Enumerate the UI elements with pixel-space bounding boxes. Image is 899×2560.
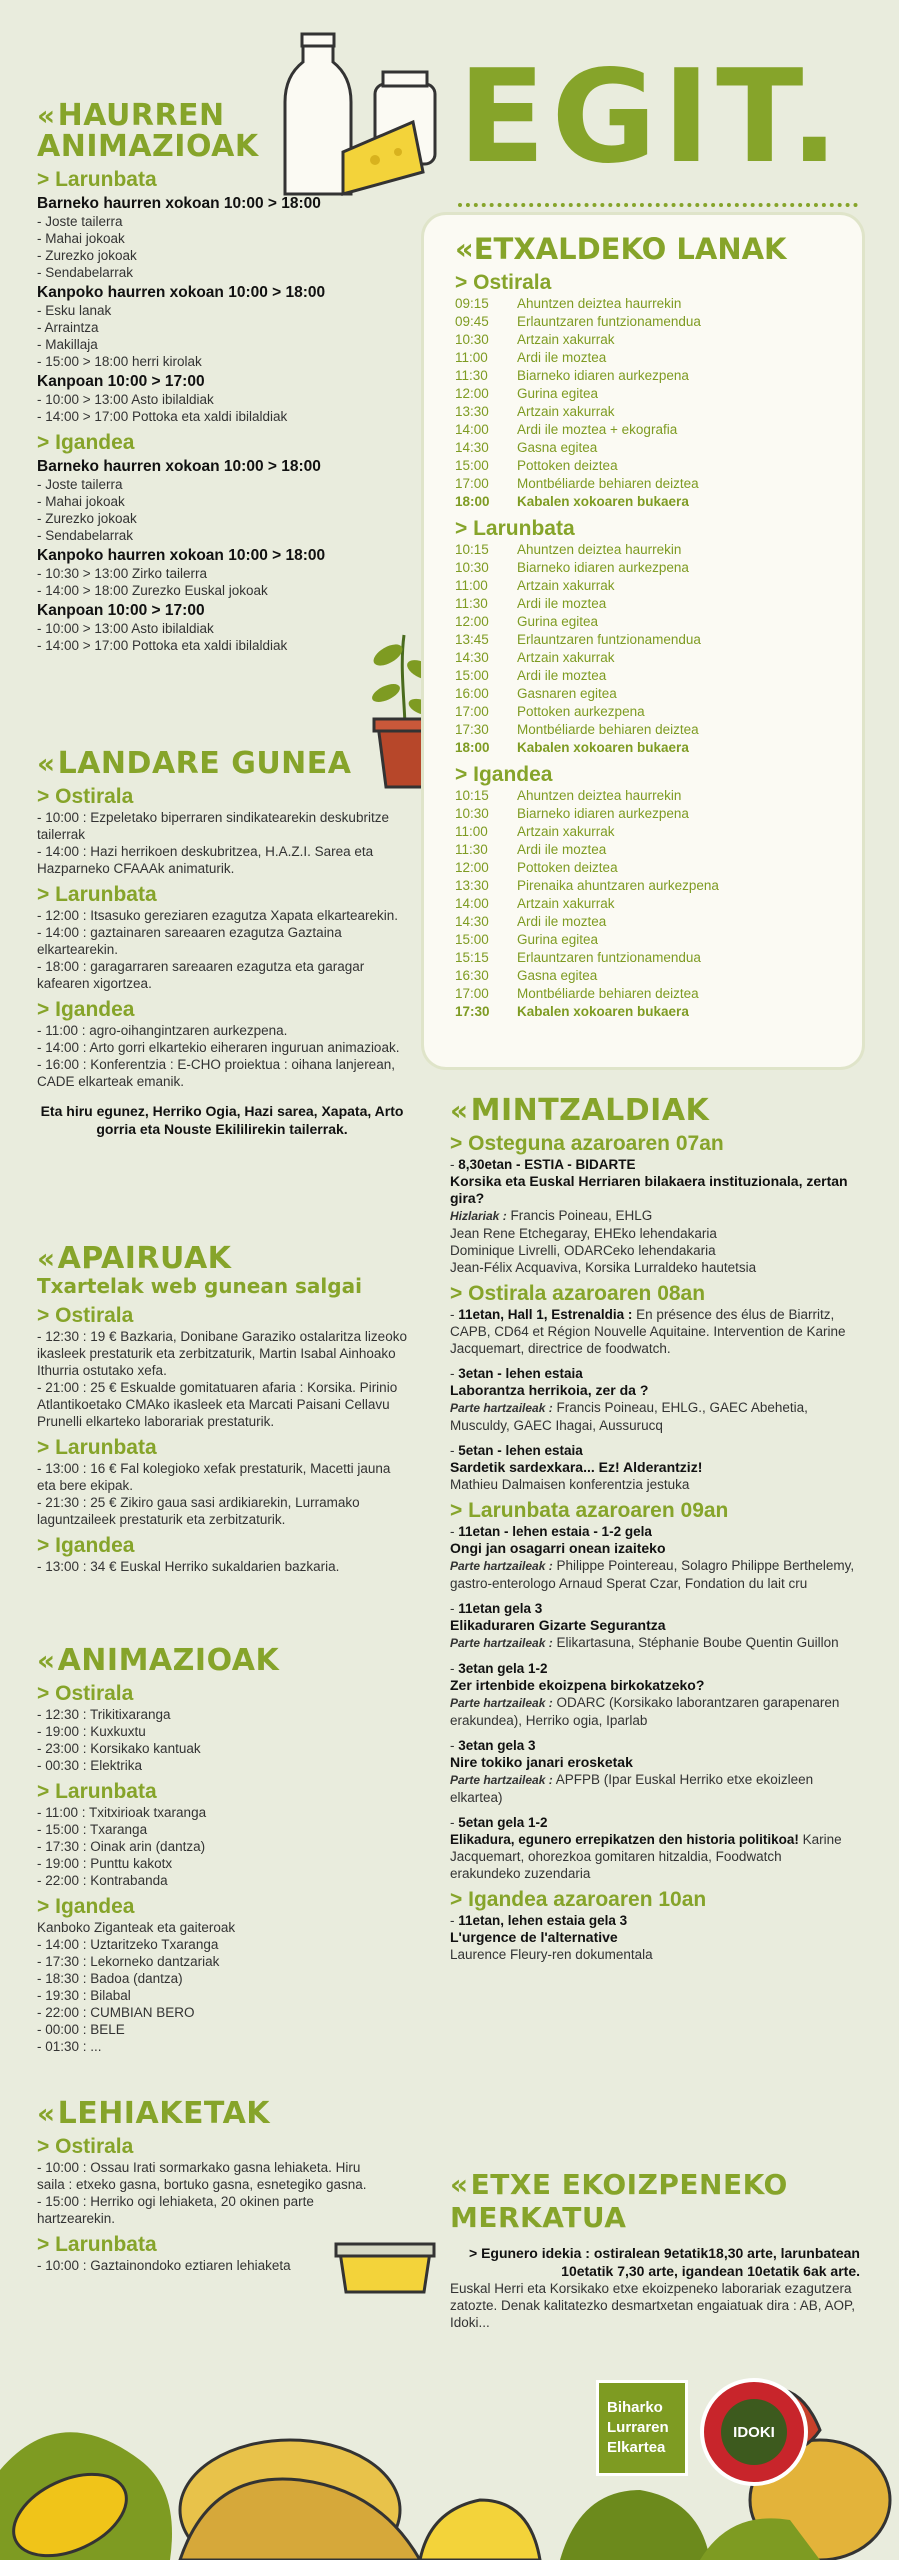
schedule-activity: Artzain xakurrak bbox=[517, 404, 615, 419]
schedule-activity: Ahuntzen deiztea haurrekin bbox=[517, 788, 682, 803]
schedule-time: 14:00 bbox=[455, 422, 489, 437]
list-item: - 10:00 : Gaztainondoko eztiaren lehiaketa bbox=[37, 2257, 377, 2274]
list-item: - 11:00 : Txitxirioak txaranga bbox=[37, 1804, 407, 1821]
schedule-time: 13:45 bbox=[455, 632, 489, 647]
schedule-activity: Gurina egitea bbox=[517, 386, 599, 401]
list-item: - 14:00 : Uztaritzeko Txaranga bbox=[37, 1936, 407, 1953]
etxaldeko-ostirala-schedule bbox=[455, 295, 844, 511]
schedule-activity: Gurina egitea bbox=[517, 932, 599, 947]
list-item: - 14:00 : Arto gorri elkartekio eiheraren inguruan animazioak. bbox=[37, 1039, 407, 1056]
schedule-time: 11:30 bbox=[455, 368, 488, 383]
talk-item: - 11etan gela 3 Elikaduraren Gizarte Segurantza Parte hartzaileak : Elikartasuna, Stéphanie Boube Quentin Guillon bbox=[450, 1601, 839, 1650]
schedule-time: 10:30 bbox=[455, 560, 489, 575]
list-item: - Mahai jokoak bbox=[37, 493, 417, 510]
schedule-activity: Montbéliarde behiaren deiztea bbox=[517, 986, 699, 1001]
animazioak-intro: Kanboko Ziganteak eta gaiteroak bbox=[37, 1920, 236, 1935]
schedule-time: 10:30 bbox=[455, 806, 489, 821]
apairuak-larunbata: > Larunbata bbox=[37, 1436, 407, 1460]
list-item: - 14:00 > 17:00 Pottoka eta xaldi ibilaldiak bbox=[37, 637, 417, 654]
merkatua-title: «ETXE EKOIZPENEKO MERKATUA bbox=[450, 2168, 788, 2234]
schedule-activity: Ahuntzen deiztea haurrekin bbox=[517, 296, 682, 311]
schedule-activity: Erlauntzaren funtzionamendua bbox=[517, 950, 701, 965]
list-item: - 22:00 : Kontrabanda bbox=[37, 1872, 407, 1889]
schedule-time: 13:30 bbox=[455, 404, 489, 419]
list-item: - 15:00 > 18:00 herri kirolak bbox=[37, 353, 417, 370]
schedule-activity: Gasna egitea bbox=[517, 968, 598, 983]
schedule-time: 14:30 bbox=[455, 650, 489, 665]
list-item: - 14:00 > 18:00 Zurezko Euskal jokoak bbox=[37, 582, 417, 599]
list-item: - 21:30 : 25 € Zikiro gaua sasi ardikiarekin, Lurramako laguntzaileek prestaturik eta zerbitzaturik. bbox=[37, 1494, 407, 1528]
schedule-activity: Kabalen xokoaren bukaera bbox=[517, 494, 689, 509]
apairuak-subtitle: Txartelak web gunean salgai bbox=[37, 1274, 362, 1298]
etxaldeko-box bbox=[424, 215, 862, 1067]
list-item: - 10:30 > 13:00 Zirko tailerra bbox=[37, 565, 417, 582]
schedule-time: 12:00 bbox=[455, 860, 489, 875]
schedule-activity: Kabalen xokoaren bukaera bbox=[517, 740, 689, 755]
schedule-time: 15:00 bbox=[455, 458, 489, 473]
activity-list bbox=[37, 2257, 377, 2274]
activity-list bbox=[37, 907, 407, 992]
schedule-time: 12:00 bbox=[455, 386, 489, 401]
list-item: - 19:00 : Kuxkuxtu bbox=[37, 1723, 407, 1740]
schedule-heading: Barneko haurren xokoan 10:00 > 18:00 bbox=[37, 195, 321, 212]
activity-list bbox=[37, 1706, 407, 1774]
list-item: - 17:30 : Oinak arin (dantza) bbox=[37, 1838, 407, 1855]
schedule-heading: Kanpoan 10:00 > 17:00 bbox=[37, 602, 205, 619]
list-item: - 18:00 : garagarraren sareaaren ezagutza eta garagar kafearen xigortzea. bbox=[37, 958, 407, 992]
list-item: - 00:00 : BELE bbox=[37, 2021, 407, 2038]
schedule-activity: Pirenaika ahuntzaren aurkezpena bbox=[517, 878, 719, 893]
list-item: - 13:00 : 16 € Fal kolegioko xefak prestaturik, Macetti jauna eta bere ekipak. bbox=[37, 1460, 407, 1494]
list-item: - 10:00 : Ezpeletako biperraren sindikatearekin deskubritze tailerrak bbox=[37, 809, 407, 843]
list-item: - 12:00 : Itsasuko gereziaren ezagutza Xapata elkartearekin. bbox=[37, 907, 407, 924]
merkatua-hours: > Egunero idekia : ostiralean 9etatik18,30 arte, larunbatean 10etatik 7,30 arte, igandean 10etatik 6ak arte. bbox=[468, 2245, 860, 2279]
animazioak-section bbox=[37, 1645, 407, 2055]
schedule-time: 11:00 bbox=[455, 578, 488, 593]
talk-item: - 5etan gela 1-2 Elikadura, egunero errepikatzen den historia politikoa! Karine Jacquemart, ohorezkoa gomitaren hitzaldia, Foodwatch erakundeko zuzendaria bbox=[450, 1815, 842, 1881]
list-item: - 18:30 : Badoa (dantza) bbox=[37, 1970, 407, 1987]
landare-larunbata: > Larunbata bbox=[37, 883, 407, 907]
mintzaldiak-day-4: > Igandea azaroaren 10an bbox=[450, 1888, 855, 1912]
apairuak-ostirala: > Ostirala bbox=[37, 1304, 407, 1328]
list-item: - Joste tailerra bbox=[37, 476, 417, 493]
schedule-activity: Biarneko idiaren aurkezpena bbox=[517, 560, 689, 575]
list-item: - Sendabelarrak bbox=[37, 264, 417, 281]
schedule-activity: Montbéliarde behiaren deiztea bbox=[517, 722, 699, 737]
schedule-heading: Kanpoko haurren xokoan 10:00 > 18:00 bbox=[37, 547, 326, 564]
activity-list bbox=[37, 1022, 407, 1090]
schedule-time: 09:45 bbox=[455, 314, 489, 329]
talk-item: - 3etan - lehen estaia Laborantza herrikoia, zer da ? Parte hartzaileak : Francis Poineau, EHLG., GAEC Abehetia, Musculdy, GAEC Ihagai, Aussurucq bbox=[450, 1366, 808, 1433]
etxaldeko-content bbox=[455, 233, 844, 1021]
activity-list bbox=[37, 565, 417, 599]
list-item: - 15:00 : Txaranga bbox=[37, 1821, 407, 1838]
list-item: - Mahai jokoak bbox=[37, 230, 417, 247]
schedule-activity: Montbéliarde behiaren deiztea bbox=[517, 476, 699, 491]
schedule-activity: Gasna egitea bbox=[517, 440, 598, 455]
activity-list bbox=[37, 391, 417, 425]
talk-item: - 8,30etan - ESTIA - BIDARTE Korsika eta Euskal Herriaren bilakaera instituzionala, zertan gira? Hizlariak : Francis Poineau, EHLG Jean Rene Etchegaray, EHEko lehendakaria Dominique Livrelli, ODARCeko lehendakaria Jean-Félix Acquaviva, Korsika Lurraldeko hautetsia bbox=[450, 1157, 848, 1275]
activity-list bbox=[37, 476, 417, 544]
talk-item: - 3etan gela 1-2 Zer irtenbide ekoizpena birkokatzeko? Parte hartzaileak : ODARC (Korsikako laborantzaren garapenaren erakundea), Herriko ogia, Iparlab bbox=[450, 1661, 840, 1728]
schedule-activity: Artzain xakurrak bbox=[517, 650, 615, 665]
schedule-activity: Erlauntzaren funtzionamendua bbox=[517, 314, 701, 329]
mintzaldiak-title: «MINTZALDIAK bbox=[450, 1093, 710, 1128]
schedule-time: 14:30 bbox=[455, 440, 489, 455]
activity-list bbox=[37, 1460, 407, 1528]
schedule-time: 18:00 bbox=[455, 740, 490, 755]
lehiaketak-section bbox=[37, 2098, 377, 2274]
schedule-activity: Ardi ile moztea bbox=[517, 668, 607, 683]
activity-list bbox=[37, 1936, 407, 2055]
lehiaketak-larunbata: > Larunbata bbox=[37, 2233, 377, 2257]
etxaldeko-title: «ETXALDEKO LANAK bbox=[455, 232, 787, 266]
animazioak-igandea: > Igandea bbox=[37, 1895, 407, 1919]
schedule-time: 15:15 bbox=[455, 950, 489, 965]
list-item: - Zurezko jokoak bbox=[37, 247, 417, 264]
lehiaketak-title: «LEHIAKETAK bbox=[37, 2096, 271, 2131]
dotted-divider bbox=[458, 203, 858, 207]
apairuak-section bbox=[37, 1243, 407, 1575]
schedule-time: 16:30 bbox=[455, 968, 489, 983]
etxaldeko-ostirala: > Ostirala bbox=[455, 271, 844, 295]
schedule-time: 10:15 bbox=[455, 788, 489, 803]
haurren-title: «HAURREN ANIMAZIOAK bbox=[37, 98, 259, 164]
schedule-time: 17:00 bbox=[455, 986, 489, 1001]
landare-title: «LANDARE GUNEA bbox=[37, 746, 352, 781]
schedule-heading: Kanpoan 10:00 > 17:00 bbox=[37, 373, 205, 390]
list-item: - Arraintza bbox=[37, 319, 417, 336]
biharko-lurraren-logo: Biharko Lurraren Elkartea bbox=[596, 2380, 688, 2476]
apairuak-title: «APAIRUAK bbox=[37, 1241, 232, 1276]
list-item: - 00:30 : Elektrika bbox=[37, 1757, 407, 1774]
schedule-activity: Artzain xakurrak bbox=[517, 896, 615, 911]
lehiaketak-ostirala: > Ostirala bbox=[37, 2135, 377, 2159]
schedule-time: 12:00 bbox=[455, 614, 489, 629]
schedule-heading: Barneko haurren xokoan 10:00 > 18:00 bbox=[37, 458, 321, 475]
schedule-time: 14:30 bbox=[455, 914, 489, 929]
schedule-activity: Biarneko idiaren aurkezpena bbox=[517, 806, 689, 821]
talk-item: - 11etan - lehen estaia - 1-2 gela Ongi jan osagarri onean izaiteko Parte hartzaileak : Philippe Pointereau, Solagro Philippe Berthelemy, gastro-enterologo Arnaud Sperat Czar, Fondation du lait cru bbox=[450, 1524, 855, 1591]
etxaldeko-igandea-schedule bbox=[455, 787, 844, 1021]
schedule-activity: Ardi ile moztea bbox=[517, 914, 607, 929]
list-item: - 23:00 : Korsikako kantuak bbox=[37, 1740, 407, 1757]
schedule-time: 09:15 bbox=[455, 296, 489, 311]
activity-list bbox=[37, 1804, 407, 1889]
schedule-time: 14:00 bbox=[455, 896, 489, 911]
schedule-activity: Artzain xakurrak bbox=[517, 332, 615, 347]
list-item: - 19:30 : Bilabal bbox=[37, 1987, 407, 2004]
etxaldeko-larunbata-schedule bbox=[455, 541, 844, 757]
schedule-time: 17:30 bbox=[455, 1004, 490, 1019]
schedule-activity: Pottoken deiztea bbox=[517, 458, 618, 473]
list-item: - 11:00 : agro-oihangintzaren aurkezpena. bbox=[37, 1022, 407, 1039]
landare-igandea: > Igandea bbox=[37, 998, 407, 1022]
schedule-activity: Pottoken deiztea bbox=[517, 860, 618, 875]
list-item: - 10:00 > 13:00 Asto ibilaldiak bbox=[37, 391, 417, 408]
talk-item: - 5etan - lehen estaia Sardetik sardexkara... Ez! Alderantziz! Mathieu Dalmaisen konferentzia jestuka bbox=[450, 1443, 703, 1492]
activity-list bbox=[37, 302, 417, 370]
talk-item: - 11etan, Hall 1, Estrenaldia : En présence des élus de Biarritz, CAPB, CD64 et Région Nouvelle Aquitaine. Intervention de Karine Jacquemart, directrice de foodwatch. bbox=[450, 1307, 846, 1356]
schedule-time: 17:00 bbox=[455, 476, 489, 491]
schedule-time: 11:00 bbox=[455, 350, 488, 365]
schedule-activity: Gasnaren egitea bbox=[517, 686, 617, 701]
mintzaldiak-day-3: > Larunbata azaroaren 09an bbox=[450, 1499, 855, 1523]
list-item: - 13:00 : 34 € Euskal Herriko sukaldarien bazkaria. bbox=[37, 1558, 407, 1575]
talk-item: - 3etan gela 3 Nire tokiko janari erosketak Parte hartzaileak : APFPB (Ipar Euskal Herriko etxe ekoizleen elkartea) bbox=[450, 1738, 814, 1805]
merkatua-text: Euskal Herri eta Korsikako etxe ekoizpeneko laborariak ezagutzera zatozte. Denak kalitatezko desmartxetan engaiatuak dira : AB, AOP, Idoki... bbox=[450, 2281, 855, 2330]
haurren-section bbox=[37, 100, 417, 654]
talk-item: - 11etan, lehen estaia gela 3 L'urgence de l'alternative Laurence Fleury-ren dokumentala bbox=[450, 1913, 653, 1962]
list-item: - 12:30 : Trikitixaranga bbox=[37, 1706, 407, 1723]
apairuak-igandea: > Igandea bbox=[37, 1534, 407, 1558]
schedule-heading: Kanpoko haurren xokoan 10:00 > 18:00 bbox=[37, 284, 326, 301]
schedule-activity: Ardi ile moztea bbox=[517, 350, 607, 365]
idoki-logo: IDOKI bbox=[700, 2378, 808, 2486]
landare-note: Eta hiru egunez, Herriko Ogia, Hazi sarea, Xapata, Arto gorria eta Nouste Ekililirekin tailerrak. bbox=[40, 1103, 404, 1137]
schedule-time: 17:00 bbox=[455, 704, 489, 719]
animazioak-ostirala: > Ostirala bbox=[37, 1682, 407, 1706]
list-item: - Sendabelarrak bbox=[37, 527, 417, 544]
activity-list bbox=[37, 1558, 407, 1575]
schedule-activity: Artzain xakurrak bbox=[517, 578, 615, 593]
schedule-activity: Kabalen xokoaren bukaera bbox=[517, 1004, 689, 1019]
schedule-activity: Artzain xakurrak bbox=[517, 824, 615, 839]
schedule-activity: Ardi ile moztea bbox=[517, 596, 607, 611]
animazioak-larunbata: > Larunbata bbox=[37, 1780, 407, 1804]
schedule-activity: Biarneko idiaren aurkezpena bbox=[517, 368, 689, 383]
list-item: - Zurezko jokoak bbox=[37, 510, 417, 527]
schedule-activity: Ardi ile moztea + ekografia bbox=[517, 422, 678, 437]
list-item: - 10:00 > 13:00 Asto ibilaldiak bbox=[37, 620, 417, 637]
mintzaldiak-day-2: > Ostirala azaroaren 08an bbox=[450, 1282, 855, 1306]
cheese-box-illustration bbox=[330, 2232, 440, 2302]
list-item: - Joste tailerra bbox=[37, 213, 417, 230]
haurren-larunbata: > Larunbata bbox=[37, 168, 417, 192]
list-item: - 14:00 > 17:00 Pottoka eta xaldi ibilaldiak bbox=[37, 408, 417, 425]
schedule-time: 10:15 bbox=[455, 542, 489, 557]
schedule-time: 16:00 bbox=[455, 686, 489, 701]
list-item: - 22:00 : CUMBIAN BERO bbox=[37, 2004, 407, 2021]
activity-list bbox=[37, 809, 407, 877]
schedule-time: 11:30 bbox=[455, 842, 488, 857]
list-item: - 12:30 : 19 € Bazkaria, Donibane Garaziko ostalaritza lizeoko ikasleek prestaturik eta zerbitzaturik, Martin Isabal Ainhoako Ithurria ostutako xefa. bbox=[37, 1328, 407, 1379]
schedule-activity: Gurina egitea bbox=[517, 614, 599, 629]
schedule-time: 13:30 bbox=[455, 878, 489, 893]
schedule-time: 10:30 bbox=[455, 332, 489, 347]
mintzaldiak-section bbox=[450, 1095, 855, 1963]
schedule-activity: Ardi ile moztea bbox=[517, 842, 607, 857]
list-item: - 01:30 : ... bbox=[37, 2038, 407, 2055]
list-item: - 21:00 : 25 € Eskualde gomitatuaren afaria : Korsika. Pirinio Atlantikoetako CMAko ikasleek eta Marcati Paisani Cellavu Prunelli elkarteko laborariak prestaturik. bbox=[37, 1379, 407, 1430]
schedule-activity: Erlauntzaren funtzionamendua bbox=[517, 632, 701, 647]
list-item: - 17:30 : Lekorneko dantzariak bbox=[37, 1953, 407, 1970]
activity-list bbox=[37, 2159, 377, 2227]
schedule-time: 11:30 bbox=[455, 596, 488, 611]
schedule-time: 17:30 bbox=[455, 722, 489, 737]
landare-ostirala: > Ostirala bbox=[37, 785, 407, 809]
schedule-time: 15:00 bbox=[455, 932, 489, 947]
schedule-activity: Ahuntzen deiztea haurrekin bbox=[517, 542, 682, 557]
list-item: - 19:00 : Punttu kakotx bbox=[37, 1855, 407, 1872]
list-item: - 10:00 : Ossau Irati sormarkako gasna lehiaketa. Hiru saila : etxeko gasna, bortuko gasna, esnetegiko gasna. bbox=[37, 2159, 377, 2193]
schedule-time: 15:00 bbox=[455, 668, 489, 683]
landare-section bbox=[37, 748, 407, 1138]
list-item: - 16:00 : Konferentzia : E-CHO proiektua : oihana lanjerean, CADE elkarteak emanik. bbox=[37, 1056, 407, 1090]
etxaldeko-igandea: > Igandea bbox=[455, 763, 844, 787]
activity-list bbox=[37, 213, 417, 281]
list-item: - 14:00 : Hazi herrikoen deskubritzea, H.A.Z.I. Sarea eta Hazparneko CFAAAk animaturik. bbox=[37, 843, 407, 877]
haurren-igandea: > Igandea bbox=[37, 431, 417, 455]
activity-list bbox=[37, 1328, 407, 1430]
mintzaldiak-day-1: > Osteguna azaroaren 07an bbox=[450, 1132, 855, 1156]
egit-title: EGIT. bbox=[458, 43, 845, 192]
etxaldeko-larunbata: > Larunbata bbox=[455, 517, 844, 541]
schedule-time: 18:00 bbox=[455, 494, 490, 509]
animazioak-title: «ANIMAZIOAK bbox=[37, 1643, 280, 1678]
merkatua-section bbox=[450, 2168, 860, 2331]
list-item: - 15:00 : Herriko ogi lehiaketa, 20 okinen parte hartzearekin. bbox=[37, 2193, 377, 2227]
list-item: - 14:00 : gaztainaren sareaaren ezagutza Gaztaina elkartearekin. bbox=[37, 924, 407, 958]
list-item: - Makillaja bbox=[37, 336, 417, 353]
schedule-time: 11:00 bbox=[455, 824, 488, 839]
list-item: - Esku lanak bbox=[37, 302, 417, 319]
schedule-activity: Pottoken aurkezpena bbox=[517, 704, 645, 719]
